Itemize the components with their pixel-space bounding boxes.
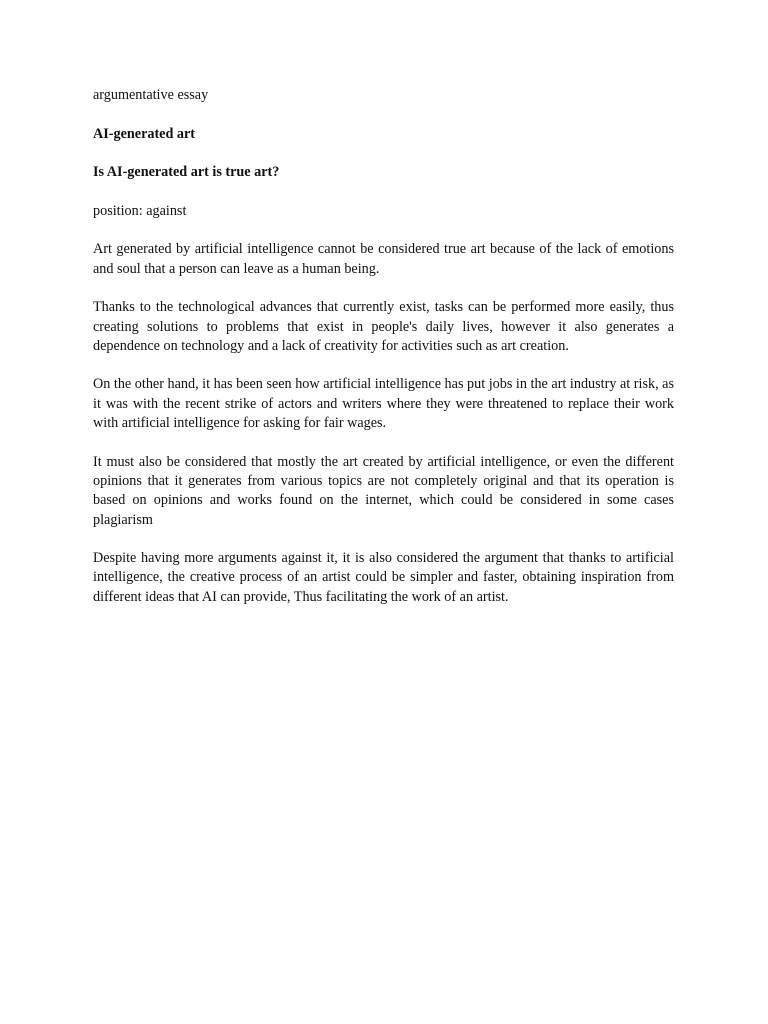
essay-position: position: against [93,202,187,219]
paragraph-5: Despite having more arguments against it, it is also considered the argument that thanks to artificial intelligence, the creative process of an artist could be simpler and faster, obtaining inspiration from different ideas that AI can provide, Thus facilitating the work of an artist. [93,550,674,605]
paragraph-1: Art generated by artificial intelligence cannot be considered true art because of the lack of emotions and soul that a person can leave as a human being. [93,241,674,277]
document-body [93,86,674,626]
paragraph-3: On the other hand, it has been seen how artificial intelligence has put jobs in the art industry at risk, as it was with the recent strike of actors and writers where they were threatened to replace their work with artificial intelligence for asking for fair wages. [93,376,674,432]
paragraph-4: It must also be considered that mostly the art created by artificial intelligence, or even the different opinions that it generates from various topics are not completely original and that its operation is based on opinions and works found on the internet, which could be considered in some cases plagiarism [93,453,674,528]
essay-question-heading: Is AI-generated art is true art? [93,164,280,181]
essay-topic-heading: AI-generated art [93,125,196,142]
paragraph-2: Thanks to the technological advances that currently exist, tasks can be performed more easily, thus creating solutions to problems that exist in people's daily lives, however it also generates a dependence on technology and a lack of creativity for activities such as art creation. [93,299,674,354]
essay-type-label: argumentative essay [93,87,209,103]
